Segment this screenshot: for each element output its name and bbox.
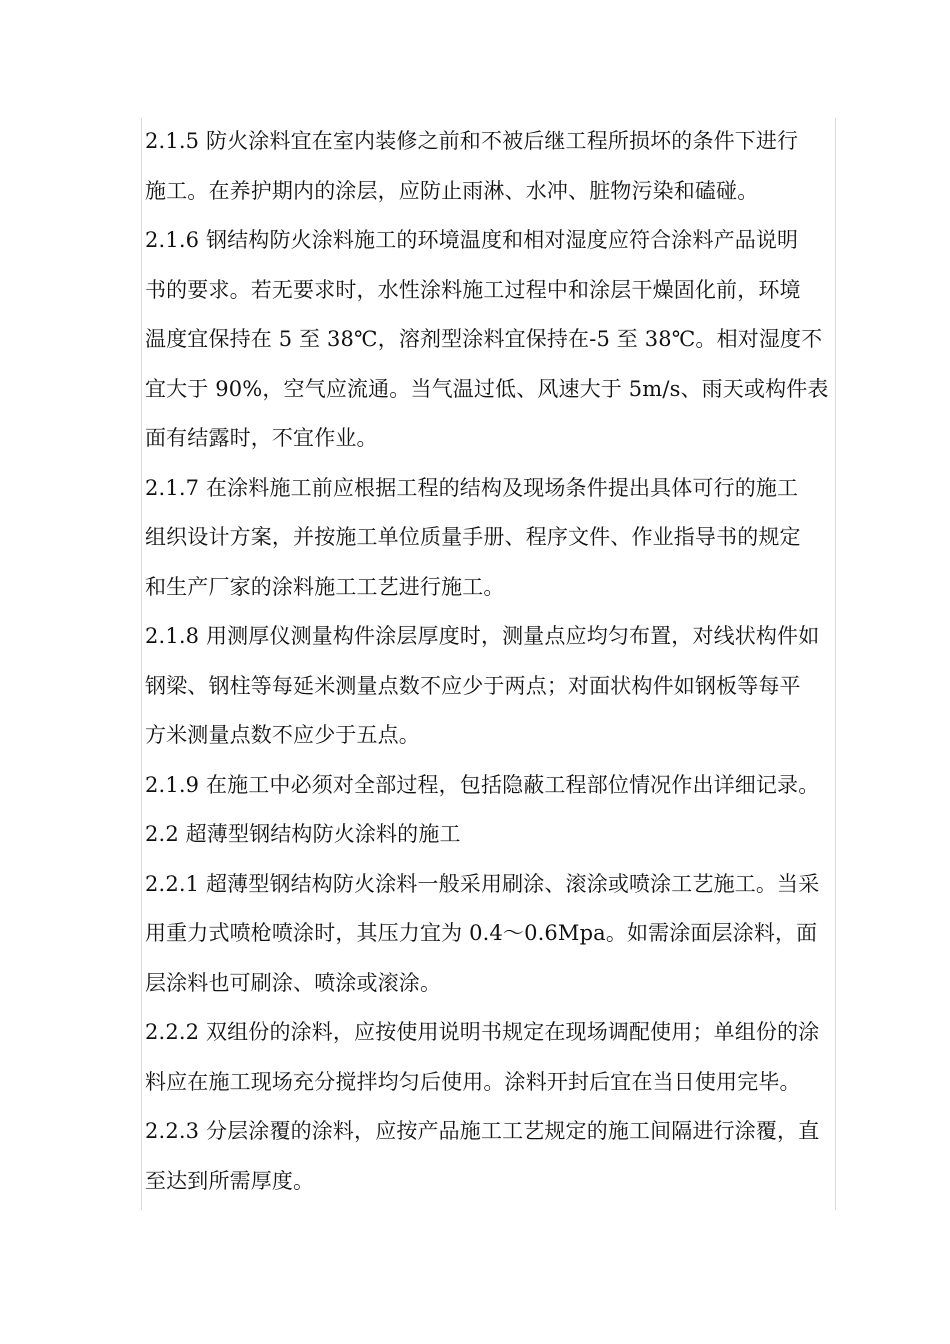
left-margin-line <box>141 118 142 1210</box>
text-line: 2.2.1 超薄型钢结构防火涂料一般采用刷涂、滚涂或喷涂工艺施工。当采 <box>145 871 820 896</box>
text-line: 施工。在养护期内的涂层，应防止雨淋、水冲、脏物污染和磕碰。 <box>145 178 759 203</box>
text-line: 至达到所需厚度。 <box>145 1168 315 1193</box>
text-line: 2.2.2 双组份的涂料，应按使用说明书规定在现场调配使用；单组份的涂 <box>145 1020 820 1044</box>
text-line: 2.2.3 分层涂覆的涂料，应按产品施工工艺规定的施工间隔进行涂覆，直 <box>145 1119 820 1143</box>
text-line: 钢梁、钢柱等每延米测量点数不应少于两点；对面状构件如钢板等每平 <box>145 673 801 698</box>
text-line: 2.1.5 防火涂料宜在室内装修之前和不被后继工程所损坏的条件下进行 <box>145 129 799 153</box>
text-line: 2.1.6 钢结构防火涂料施工的环境温度和相对湿度应符合涂料产品说明 <box>145 228 799 252</box>
text-line: 层涂料也可刷涂、喷涂或滚涂。 <box>145 970 442 995</box>
text-line: 方米测量点数不应少于五点。 <box>145 723 420 747</box>
text-line: 温度宜保持在 5 至 38℃，溶剂型涂料宜保持在-5 至 38℃。相对湿度不 <box>145 327 823 351</box>
section-heading: 2.2 超薄型钢结构防火涂料的施工 <box>145 822 461 846</box>
text-line: 料应在施工现场充分搅拌均匀后使用。涂料开封后宜在当日使用完毕。 <box>145 1069 801 1094</box>
text-line: 用重力式喷枪喷涂时，其压力宜为 0.4～0.6Mpa。如需涂面层涂料，面 <box>145 921 818 945</box>
text-line: 书的要求。若无要求时，水性涂料施工过程中和涂层干燥固化前，环境 <box>145 277 801 302</box>
text-line: 宜大于 90%，空气应流通。当气温过低、风速大于 5m/s、雨天或构件表 <box>145 376 829 401</box>
text-line: 2.1.8 用测厚仪测量构件涂层厚度时，测量点应均匀布置，对线状构件如 <box>145 624 820 648</box>
text-line: 2.1.7 在涂料施工前应根据工程的结构及现场条件提出具体可行的施工 <box>145 475 799 500</box>
text-line: 和生产厂家的涂料施工工艺进行施工。 <box>145 574 505 599</box>
text-line: 组织设计方案，并按施工单位质量手册、程序文件、作业指导书的规定 <box>145 525 801 549</box>
text-line: 2.1.9 在施工中必须对全部过程，包括隐蔽工程部位情况作出详细记录。 <box>145 772 820 797</box>
text-line: 面有结露时，不宜作业。 <box>145 426 378 450</box>
right-margin-line <box>835 118 836 1210</box>
document-body <box>145 117 835 1206</box>
